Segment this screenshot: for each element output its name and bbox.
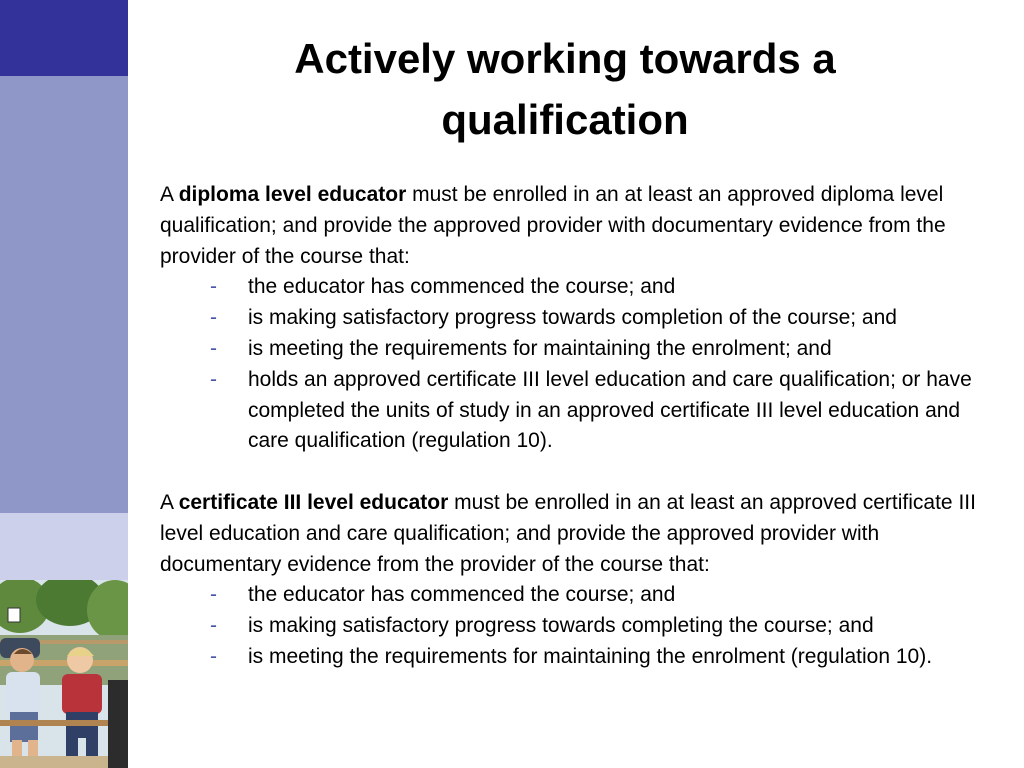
bullet-dash: - (210, 336, 217, 360)
bullet-dash: - (210, 275, 217, 299)
bullet-dash: - (210, 644, 217, 668)
children-photo-image (0, 580, 128, 768)
slide-title: Actively working towards a qualification (294, 35, 836, 143)
decorative-sidebar (0, 0, 128, 768)
certificate-paragraph (160, 488, 980, 580)
sidebar-mid-block (0, 76, 128, 513)
diploma-intro-a: A (160, 183, 179, 206)
sidebar-dark-block (0, 0, 128, 76)
diploma-bullet-list (160, 272, 980, 457)
bullet-dash: - (210, 367, 217, 391)
bullet-text: is making satisfactory progress towards completing the course; and (248, 614, 874, 638)
list-item (160, 334, 980, 365)
sidebar-light-block (0, 513, 128, 580)
bullet-text: is making satisfactory progress towards completion of the course; and (248, 306, 897, 330)
bullet-text: the educator has commenced the course; and (248, 275, 676, 299)
diploma-paragraph (160, 180, 980, 272)
bullet-dash: - (210, 614, 217, 638)
list-item (160, 303, 980, 334)
bullet-text: is meeting the requirements for maintaining the enrolment (regulation 10). (248, 644, 933, 668)
children-photo (0, 580, 128, 768)
list-item (160, 365, 980, 457)
slide-body (160, 180, 980, 673)
certificate-bullet-list (160, 580, 980, 672)
list-item (160, 272, 980, 303)
diploma-term: diploma level educator (178, 183, 407, 206)
bullet-text: the educator has commenced the course; and (248, 583, 676, 607)
certificate-term: certificate III level educator (178, 490, 449, 514)
section-spacer (160, 457, 980, 488)
bullet-dash: - (210, 306, 217, 330)
bullet-text: is meeting the requirements for maintaining the enrolment; and (248, 336, 832, 360)
certificate-intro-rest: must be enrolled in an at least an approved certificate III level education and care qualification; and provide the approved provider with documentary evidence from the provider of the course that: (160, 490, 976, 576)
list-item (160, 580, 980, 611)
diploma-intro-rest: must be enrolled in an at least an approved diploma level qualification; and provide the approved provider with documentary evidence from the provider of the course that: (160, 183, 946, 268)
list-item (160, 642, 980, 673)
bullet-text: holds an approved certificate III level education and care qualification; or have completed the units of study in an approved certificate III level education and care qualification (regulation 10). (248, 367, 972, 453)
list-item (160, 611, 980, 642)
certificate-intro-a: A (160, 490, 179, 514)
bullet-dash: - (210, 583, 217, 607)
